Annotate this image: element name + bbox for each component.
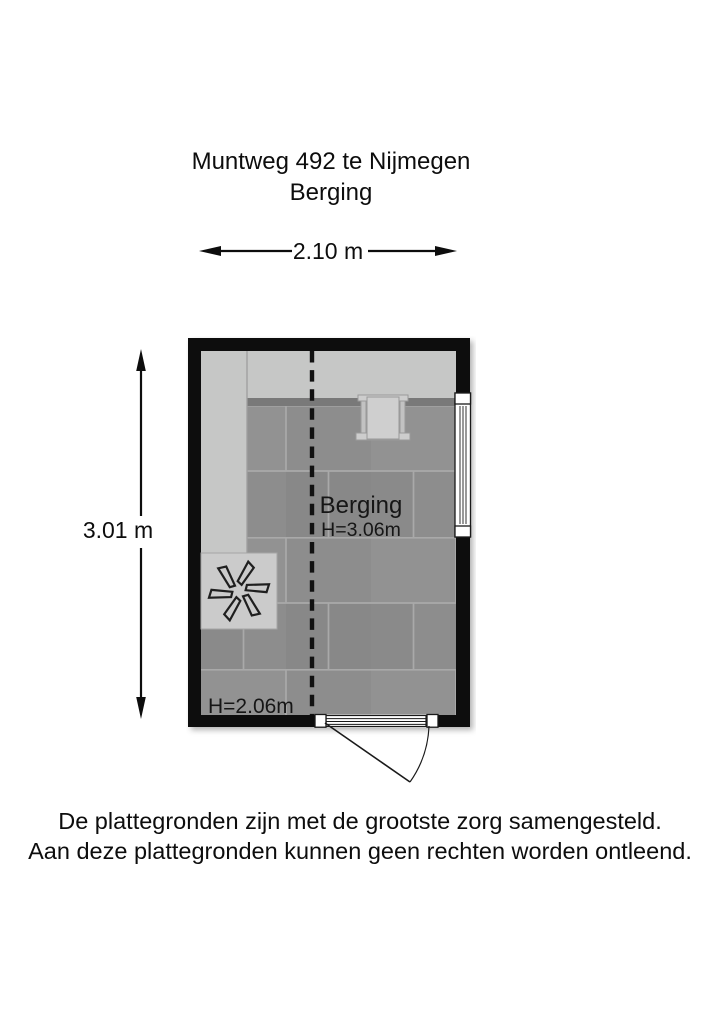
disclaimer-line-2: Aan deze plattegronden kunnen geen rechten worden ontleend. — [28, 838, 692, 864]
room-height-label: H=3.06m — [321, 519, 401, 541]
height-dimension-label: 3.01 m — [82, 517, 154, 543]
radiator-fixture — [356, 395, 410, 440]
arrowhead-down-icon — [136, 697, 146, 719]
window-jamb-top — [455, 393, 471, 404]
disclaimer-line-1: De plattegronden zijn met de grootste zorg samengesteld. — [58, 808, 662, 834]
door-swing-arc — [410, 726, 429, 782]
page-title-plan-name: Berging — [289, 179, 373, 206]
window-jamb-bottom — [455, 526, 471, 537]
door-leaf — [325, 723, 410, 782]
door-jamb-right — [427, 715, 438, 728]
secondary-height-label: H=2.06m — [208, 695, 294, 718]
light-floor-area-left — [201, 398, 247, 553]
floorplan-drawing — [186, 336, 476, 801]
door-opening — [315, 715, 438, 783]
arrowhead-up-icon — [136, 349, 146, 371]
width-dimension — [196, 238, 460, 264]
room-label: Berging — [319, 492, 403, 519]
title-block — [186, 146, 476, 208]
disclaimer-block — [0, 806, 720, 866]
window — [455, 393, 471, 537]
width-dimension-label: 2.10 m — [292, 238, 364, 264]
door-jamb-left — [315, 715, 326, 728]
page-title-address: Muntweg 492 te Nijmegen — [191, 148, 471, 175]
tile-edge-shadow — [247, 398, 456, 406]
